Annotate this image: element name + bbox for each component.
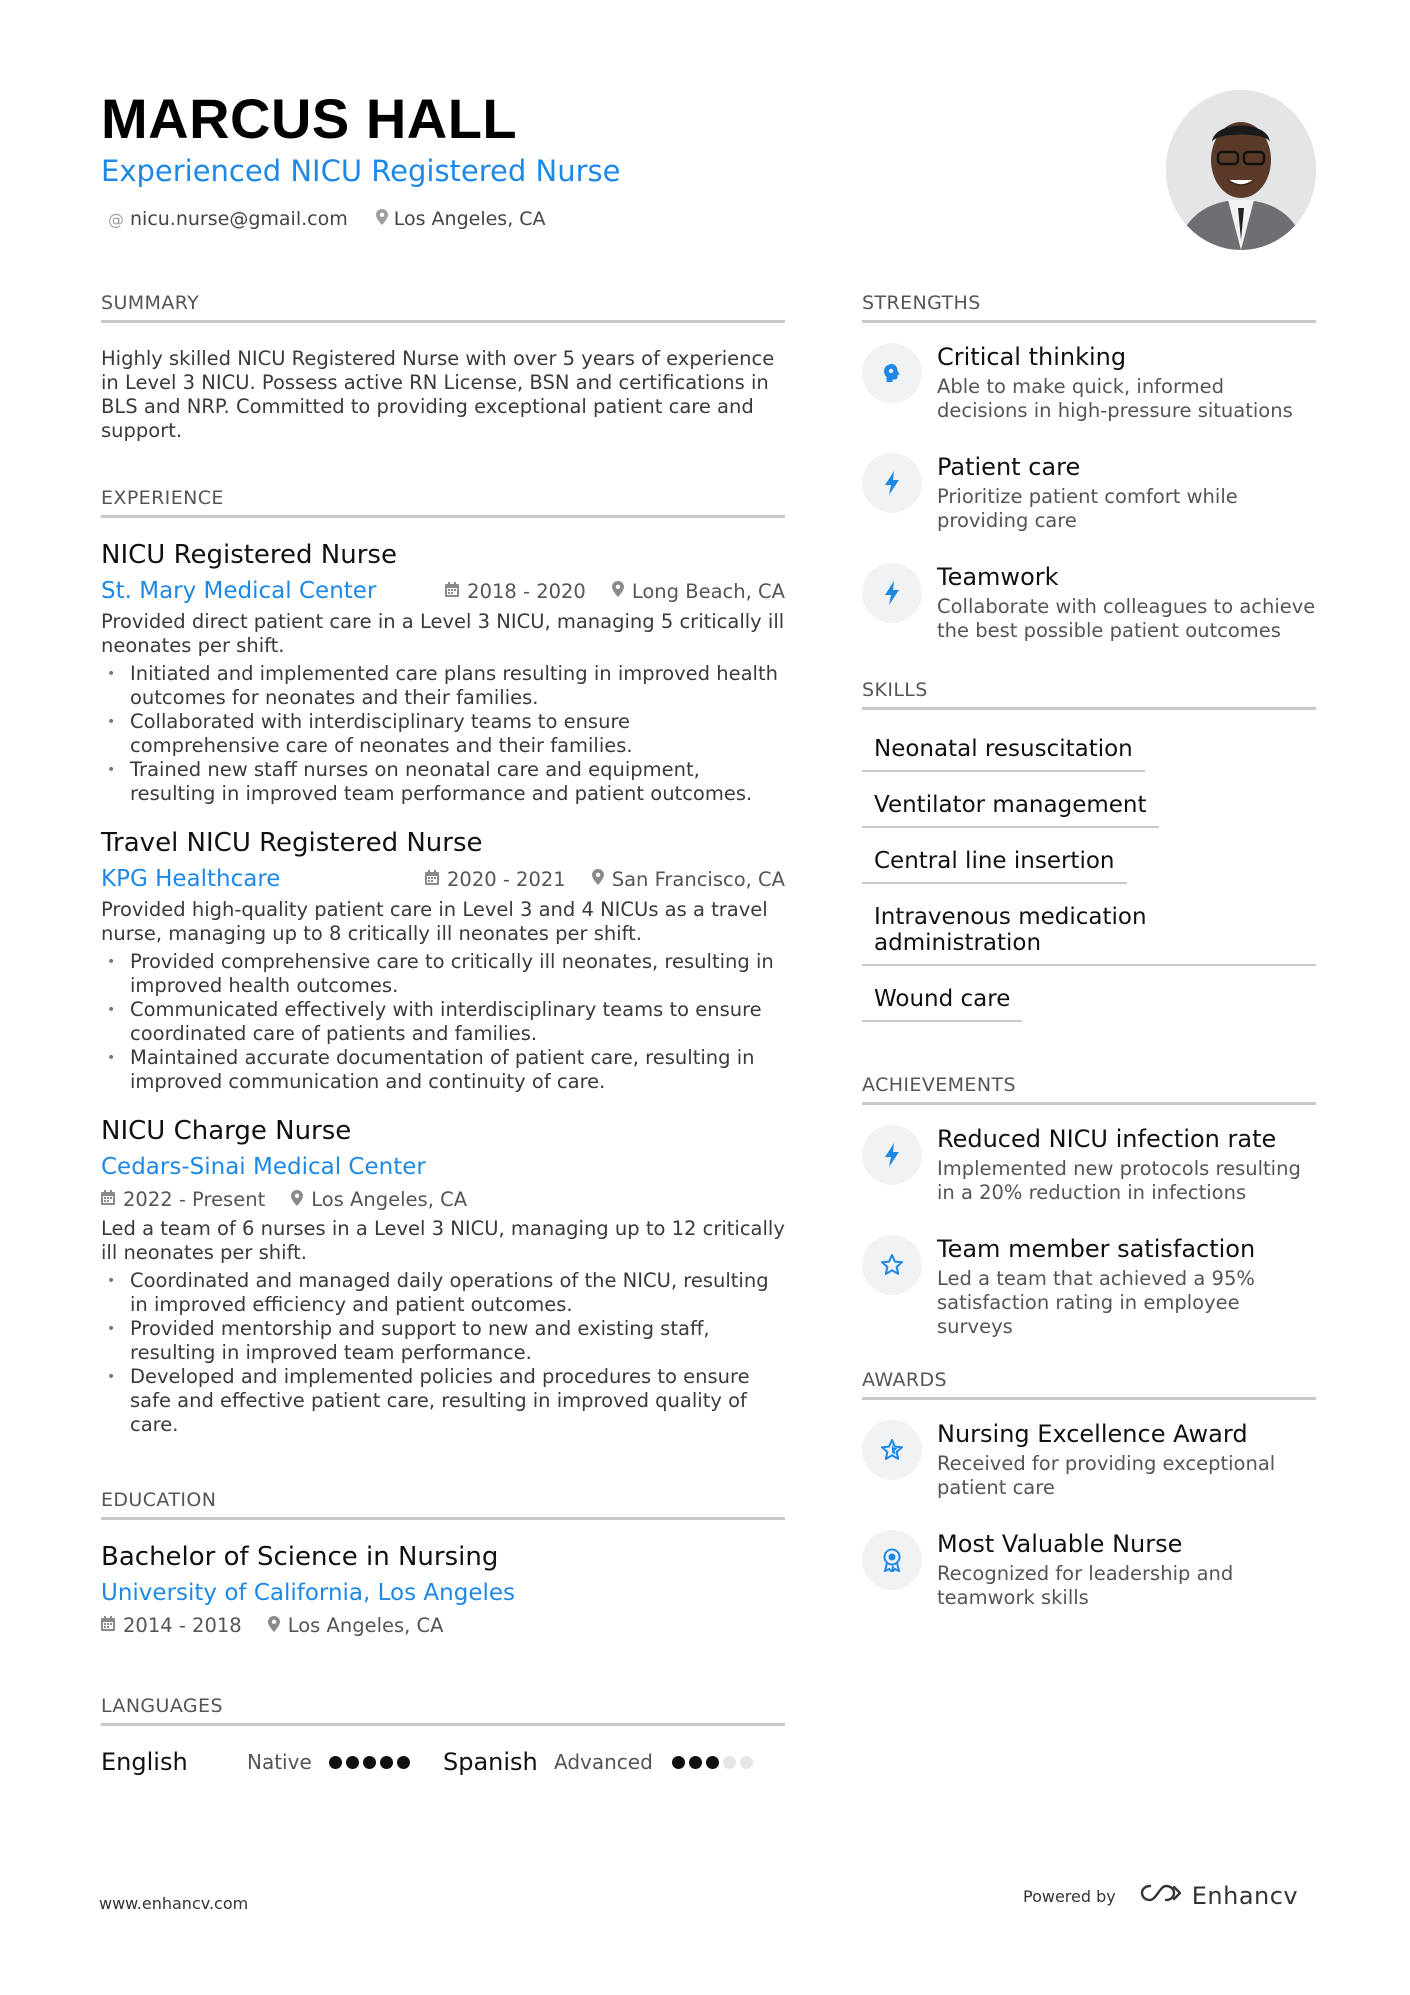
strengths-section (862, 292, 1316, 643)
company-name: KPG Healthcare (101, 866, 281, 892)
location-pin-icon (268, 1616, 280, 1636)
job-bullet: • Maintained accurate documentation of patient care, resulting in improved communication and continuity of care. (101, 1046, 785, 1094)
job-title: NICU Charge Nurse (101, 1116, 352, 1146)
job-bullet: • Developed and implemented policies and procedures to ensure safe and effective patient care, resulting in improved quality of care. (101, 1365, 785, 1437)
rating-dot (672, 1756, 685, 1769)
achievement-item (862, 1235, 1316, 1339)
skill-tag: Neonatal resuscitation (862, 722, 1145, 772)
footer-website[interactable]: www.enhancv.com (99, 1894, 249, 1913)
language-name: English (101, 1748, 188, 1776)
achievements-section (862, 1074, 1316, 1339)
language-rating (672, 1756, 753, 1769)
job-location: Long Beach, CA (631, 579, 785, 603)
rating-dot (723, 1756, 736, 1769)
strength-item (862, 343, 1316, 423)
achievement-desc: Implemented new protocols resulting in a 20% reduction in infections (937, 1157, 1301, 1204)
location-contact (376, 208, 546, 230)
lightning-icon (862, 563, 922, 623)
job-location: Los Angeles, CA (311, 1188, 468, 1211)
rating-dot (329, 1756, 342, 1769)
calendar-icon (445, 582, 459, 601)
language-item (101, 1748, 443, 1776)
summary-heading: SUMMARY (101, 292, 785, 323)
skill-tag: Wound care (862, 972, 1022, 1022)
strength-title: Patient care (937, 453, 1081, 481)
star-award-icon (862, 1420, 922, 1480)
location-pin-icon (612, 581, 624, 601)
experience-section (101, 487, 785, 1437)
education-dates: 2014 - 2018 (123, 1614, 242, 1637)
star-icon (862, 1235, 922, 1295)
company-name: St. Mary Medical Center (101, 578, 377, 604)
strength-desc: Prioritize patient comfort while providing care (937, 485, 1238, 532)
strength-item (862, 563, 1316, 643)
job-bullet: • Initiated and implemented care plans resulting in improved health outcomes for neonates and their families. (101, 662, 785, 710)
skills-heading: SKILLS (862, 679, 1316, 710)
right-column (862, 292, 1316, 1640)
job-location: San Francisco, CA (611, 867, 785, 891)
rating-dot (740, 1756, 753, 1769)
job-bullets (101, 1269, 785, 1437)
skill-tag: Ventilator management (862, 778, 1159, 828)
brand-name: Enhancv (1191, 1882, 1299, 1910)
job-bullet: • Coordinated and managed daily operations of the NICU, resulting in improved efficiency and patient outcomes. (101, 1269, 785, 1317)
calendar-icon (101, 1616, 115, 1635)
skill-tag: Intravenous medication administration (862, 890, 1316, 966)
job-entry (101, 540, 785, 806)
language-rating (329, 1756, 410, 1769)
award-desc: Received for providing exceptional patient care (937, 1452, 1276, 1499)
language-name: Spanish (443, 1748, 538, 1776)
skills-section (862, 679, 1316, 1028)
award-title: Most Valuable Nurse (937, 1530, 1183, 1558)
experience-heading: EXPERIENCE (101, 487, 785, 518)
job-dates: 2020 - 2021 (447, 867, 566, 891)
rating-dot (706, 1756, 719, 1769)
award-item (862, 1420, 1316, 1500)
job-description: Provided direct patient care in a Level 3 NICU, managing 5 critically ill neonates per shift. (101, 610, 785, 657)
lightning-icon (862, 453, 922, 513)
education-section (101, 1489, 785, 1637)
profile-photo (1166, 90, 1316, 250)
job-title: Travel NICU Registered Nurse (101, 828, 483, 858)
job-bullet: • Communicated effectively with interdisciplinary teams to ensure coordinated care of patients and families. (101, 998, 785, 1046)
awards-section (862, 1369, 1316, 1610)
location-pin-icon (592, 869, 604, 889)
left-column (101, 292, 785, 1776)
achievement-item (862, 1125, 1316, 1205)
powered-by-text: Powered by (1023, 1886, 1116, 1906)
achievement-desc: Led a team that achieved a 95% satisfaction rating in employee surveys (937, 1267, 1255, 1338)
location-pin-icon (376, 209, 388, 229)
job-entry (101, 828, 785, 1094)
languages-section (101, 1695, 785, 1776)
language-item (443, 1748, 785, 1776)
at-icon: @ (108, 209, 124, 229)
email-text: nicu.nurse@gmail.com (130, 208, 348, 230)
job-entry (101, 1116, 785, 1437)
award-item (862, 1530, 1316, 1610)
lightning-icon (862, 1125, 922, 1185)
job-dates: 2022 - Present (123, 1188, 266, 1211)
strength-desc: Able to make quick, informed decisions in high-pressure situations (937, 375, 1293, 422)
calendar-icon (101, 1190, 115, 1209)
job-bullet: • Collaborated with interdisciplinary teams to ensure comprehensive care of neonates and their families. (101, 710, 785, 758)
school-name: University of California, Los Angeles (101, 1580, 516, 1606)
medal-icon (862, 1530, 922, 1590)
rating-dot (689, 1756, 702, 1769)
candidate-headline: Experienced NICU Registered Nurse (101, 154, 621, 188)
job-bullet: • Trained new staff nurses on neonatal care and equipment, resulting in improved team performance and patient outcomes. (101, 758, 785, 806)
strength-title: Critical thinking (937, 343, 1127, 371)
achievement-title: Team member satisfaction (937, 1235, 1256, 1263)
brand-logo[interactable] (1138, 1882, 1298, 1910)
language-level: Native (247, 1750, 312, 1774)
education-heading: EDUCATION (101, 1489, 785, 1520)
languages-heading: LANGUAGES (101, 1695, 785, 1726)
degree-title: Bachelor of Science in Nursing (101, 1542, 499, 1572)
location-pin-icon (291, 1190, 303, 1210)
job-dates: 2018 - 2020 (467, 579, 586, 603)
rating-dot (363, 1756, 376, 1769)
award-title: Nursing Excellence Award (937, 1420, 1248, 1448)
achievements-heading: ACHIEVEMENTS (862, 1074, 1316, 1105)
language-level: Advanced (554, 1750, 653, 1774)
summary-text: Highly skilled NICU Registered Nurse with over 5 years of experience in Level 3 NICU. Possess active RN License, BSN and certifications in BLS and NRP. Committed to providing exceptional patient care and support. (101, 347, 775, 442)
rating-dot (380, 1756, 393, 1769)
education-location: Los Angeles, CA (287, 1614, 444, 1637)
skill-tag: Central line insertion (862, 834, 1127, 884)
awards-heading: AWARDS (862, 1369, 1316, 1400)
contact-info (108, 208, 546, 230)
job-description: Led a team of 6 nurses in a Level 3 NICU, managing up to 12 critically ill neonates per shift. (101, 1217, 785, 1264)
job-description: Provided high-quality patient care in Level 3 and 4 NICUs as a travel nurse, managing up to 8 critically ill neonates per shift. (101, 898, 768, 945)
strengths-heading: STRENGTHS (862, 292, 1316, 323)
award-desc: Recognized for leadership and teamwork skills (937, 1562, 1234, 1609)
location-text: Los Angeles, CA (393, 208, 546, 230)
strength-item (862, 453, 1316, 533)
strength-desc: Collaborate with colleagues to achieve the best possible patient outcomes (937, 595, 1316, 642)
company-name: Cedars-Sinai Medical Center (101, 1154, 426, 1180)
job-title: NICU Registered Nurse (101, 540, 397, 570)
email-contact[interactable] (108, 208, 348, 230)
job-bullets (101, 662, 785, 806)
achievement-title: Reduced NICU infection rate (937, 1125, 1277, 1153)
job-bullets (101, 950, 785, 1094)
rating-dot (397, 1756, 410, 1769)
strength-title: Teamwork (937, 563, 1059, 591)
infinity-logo-icon (1138, 1882, 1184, 1910)
brain-icon (862, 343, 922, 403)
calendar-icon (425, 870, 439, 889)
job-bullet: • Provided mentorship and support to new and existing staff, resulting in improved team performance. (101, 1317, 785, 1365)
summary-section (101, 292, 785, 443)
footer-branding (1023, 1882, 1298, 1910)
job-bullet: • Provided comprehensive care to critically ill neonates, resulting in improved health outcomes. (101, 950, 785, 998)
candidate-name: MARCUS HALL (101, 87, 518, 150)
rating-dot (346, 1756, 359, 1769)
